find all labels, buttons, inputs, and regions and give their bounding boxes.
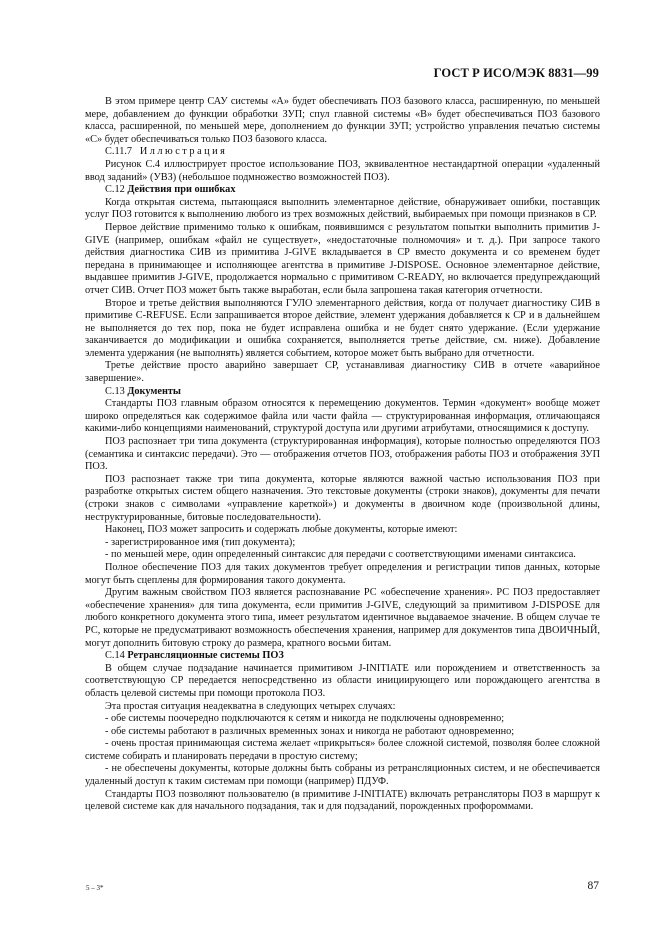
list-item: - зарегистрированное имя (тип документа); xyxy=(105,536,296,548)
page-number: 87 xyxy=(587,880,599,892)
paragraph: Наконец, ПОЗ может запросить и содержать любые документы, которые имеют: xyxy=(105,524,458,536)
section-number: С.14 xyxy=(105,650,125,662)
list-item: - по меньшей мере, один определенный синтаксис для передачи с соответствующими именами синтаксиса. xyxy=(105,549,576,561)
section-number: С.13 xyxy=(105,385,125,397)
paragraph: Полное обеспечение ПОЗ для таких документов требует определения и регистрации типов данных, которые могут быть сцеплены для формирования такого документа. xyxy=(85,561,600,586)
list-item: - обе системы работают в различных временных зонах и никогда не работают одновременно; xyxy=(105,725,515,737)
section-title: Документы xyxy=(127,385,181,397)
paragraph: Третье действие просто аварийно завершает СР, устанавливая диагностику СИВ в отчете «аварийное завершение». xyxy=(85,360,600,385)
paragraph: В этом примере центр САУ системы «А» будет обеспечивать ПОЗ базового класса, расширенную, по меньшей мере, добавлением до функции обработки ЗУП; спул главной системы «В» будет обеспечиваться ПОЗ базового класса, расширенной, по меньшей мере, дополнением до функции ЗУП; устройство управления печатью системы «С» будет обеспечиваться только ПОЗ базового класса. xyxy=(85,96,600,145)
section-heading-c12 xyxy=(85,184,600,197)
paragraph: Стандарты ПОЗ позволяют пользователю (в примитиве J-INITIATE) включать ретрансляторы ПОЗ в маршрут к целевой системе как для начального подзадания, так и для подзаданий, порожденных профороммами. xyxy=(85,788,600,813)
section-heading-c13 xyxy=(85,386,600,399)
footer-signature: 5 – 3* xyxy=(86,884,104,892)
paragraph: Другим важным свойством ПОЗ является распознавание РС «обеспечение хранения». РС ПОЗ предоставляет «обеспечение хранения» для типа документа, если примитив J-GIVE, следующий за примитивом J-DISPOSE для любого конкретного документа этого типа, имеет результатом идентичное выдаваемое значение. В общем случае те РС, которые не предусматривают возможность обеспечения хранения, например для документов типа ДВОИЧНЫЙ, могут дополнить битовую строку до размера, кратного восьми битам. xyxy=(85,587,600,649)
section-title: Ретрансляционные системы ПОЗ xyxy=(127,650,284,662)
section-title: Действия при ошибках xyxy=(127,184,236,196)
section-heading-c11-7 xyxy=(85,146,600,159)
paragraph: Эта простая ситуация неадекватна в следующих четырех случаях: xyxy=(105,700,396,712)
paragraph: ПОЗ распознает три типа документа (структурированная информация), которые полностью определяются ПОЗ (семантика и синтаксис передачи). Это — отображения отчетов ПОЗ, отображения работы ПОЗ и отображения ЗУП ПОЗ. xyxy=(85,436,600,473)
section-number: С.12 xyxy=(105,184,125,196)
page-header: ГОСТ Р ИСО/МЭК 8831—99 xyxy=(433,66,599,80)
section-number: С.11.7 xyxy=(105,146,133,158)
paragraph: ПОЗ распознает также три типа документа, которые являются важной частью использования ПОЗ при разработке открытых систем общего назначения. Это текстовые документы (строки знаков), документы для печати (строки знаков с символами «управление кареткой») и документы в двоичном коде (произвольной длины, неструктурированные, битовые последовательности). xyxy=(85,473,600,523)
paragraph: В общем случае подзадание начинается примитивом J-INITIATE или порождением и ответственность за соответствующую СР передается непосредственно из области инициирующего или порождающего агентства в область целевой системы при помощи протокола ПОЗ. xyxy=(85,662,600,699)
page-body xyxy=(85,96,600,814)
paragraph: Второе и третье действия выполняются ГУЛО элементарного действия, когда от получает диагностику СИВ в примитиве C-REFUSE. Если запрашивается второе действие, элемент удержания добавляется к СР и в дальнейшем не выполняется до тех пор, пока не будет исправлена ошибка и не будет снято удержание. (Если удержание заканчивается до модификации и ошибка сохраняется, выполняется третье действие, см. ниже). Добавление элемента удержания (не выполнять) является событием, которое может быть выбрано для отчетности. xyxy=(85,297,600,359)
section-title: Иллюстрация xyxy=(139,146,228,158)
paragraph: Когда открытая система, пытающаяся выполнить элементарное действие, обнаруживает ошибки, поставщик услуг ПОЗ готовится к выполнению любого из трех возможных действий, выбираемых при помощи признаков в СР. xyxy=(85,196,600,221)
paragraph: Рисунок С.4 иллюстрирует простое использование ПОЗ, эквивалентное нестандартной операции «удаленный ввод заданий» (УВЗ) (небольшое подмножество возможностей ПОЗ). xyxy=(85,158,600,183)
paragraph: Стандарты ПОЗ главным образом относятся к перемещению документов. Термин «документ» вообще может широко определяться как содержимое файла или части файла — структурированная информация, отличающаяся какими-либо концепциями наименований, структурой доступа или другими атрибутами, относящимися к доступу. xyxy=(85,398,600,435)
paragraph: Первое действие применимо только к ошибкам, появившимся с результатом попытки выполнить примитив J-GIVE (например, ошибкам «файл не существует», «недостаточные полномочия» и т. д.). При запросе такого действия диагностика СИВ из примитива J-GIVE вкладывается в СР вместо документа и со временем будет передана в принимающее и исполняющее агентства в примитиве J-DISPOSE. Основное элементарное действие, выдавшее примитив J-GIVE, продолжается нормально с примитивом C-READY, но включается предупреждающий отчет СИВ. Отчет ПОЗ может быть также выработан, если была запрошена такая категория отчетности. xyxy=(85,221,600,296)
list-item: - обе системы поочередно подключаются к сетям и никогда не подключены одновременно; xyxy=(105,713,505,725)
list-item: - очень простая принимающая система желает «прикрыться» более сложной системой, позволяя более сложной системе собирать и планировать передачи в простую систему; xyxy=(85,738,600,762)
section-heading-c14 xyxy=(85,650,600,663)
list-item: - не обеспечены документы, которые должны быть собраны из ретрансляционных систем, и не обеспечивается удаленный доступ к таким системам при помощи (например) ПДУФ. xyxy=(85,763,600,788)
